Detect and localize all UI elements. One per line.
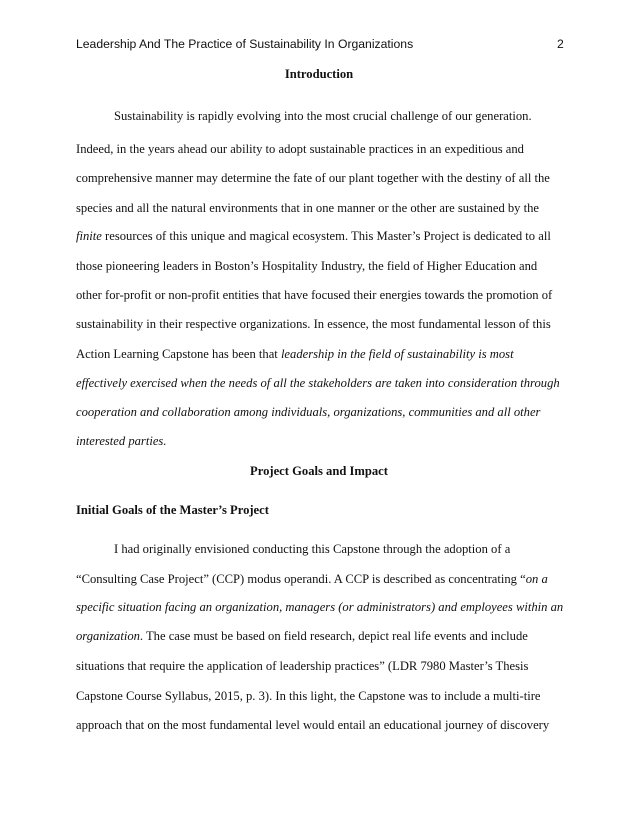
heading-project-goals: Project Goals and Impact (250, 464, 388, 478)
heading-introduction: Introduction (284, 67, 354, 81)
intro-line-9-regular: Action Learning Capstone has been that (76, 347, 281, 361)
intro-line-5 (76, 228, 551, 244)
intro-line-11: cooperation and collaboration among individuals, organizations, communities and all other (76, 405, 541, 419)
goals-line-5: situations that require the application of leadership practices” (LDR 7980 Master’s Thesis (76, 659, 529, 673)
intro-line-8: sustainability in their respective organizations. In essence, the most fundamental lesson of this (76, 317, 551, 331)
intro-line-10: effectively exercised when the needs of all the stakeholders are taken into consideration through (76, 376, 560, 390)
goals-line-4-rest: . The case must be based on field research, depict real life events and include (139, 629, 528, 643)
intro-line-6: those pioneering leaders in Boston’s Hospitality Industry, the field of Higher Education and (76, 259, 538, 273)
intro-line-5-rest: resources of this unique and magical ecosystem. This Master’s Project is dedicated to all (101, 229, 551, 243)
goals-line-3: specific situation facing an organization, managers (or administrators) and employees within an (76, 600, 564, 614)
intro-line-9 (76, 346, 514, 362)
goals-line-1: I had originally envisioned conducting this Capstone through the adoption of a (114, 542, 511, 556)
intro-line-4: species and all the natural environments that in one manner or the other are sustained by the (76, 201, 540, 215)
goals-line-4 (76, 628, 528, 644)
page-number: 2 (557, 37, 564, 51)
intro-line-7: other for-profit or non-profit entities that have focused their energies towards the promotion of (76, 288, 553, 302)
goals-line-6: Capstone Course Syllabus, 2015, p. 3). In this light, the Capstone was to include a multi-tire (76, 689, 541, 703)
heading-initial-goals: Initial Goals of the Master’s Project (76, 503, 269, 517)
italic-finite: finite (76, 229, 102, 243)
italic-organization: organization (76, 629, 140, 643)
goals-line-7: approach that on the most fundamental level would entail an educational journey of discovery (76, 718, 550, 732)
intro-line-1: Sustainability is rapidly evolving into the most crucial challenge of our generation. (114, 109, 532, 123)
intro-line-2: Indeed, in the years ahead our ability to adopt sustainable practices in an expeditious and (76, 142, 524, 156)
intro-line-9-italic: leadership in the field of sustainability is most (280, 347, 514, 361)
intro-line-3: comprehensive manner may determine the fate of our plant together with the destiny of all the (76, 171, 550, 185)
intro-line-12: interested parties. (76, 434, 167, 448)
goals-line-2 (76, 571, 548, 587)
goals-line-2-italic: on a (525, 572, 548, 586)
running-header: Leadership And The Practice of Sustainability In Organizations (76, 37, 414, 51)
goals-line-2-regular: “Consulting Case Project” (CCP) modus operandi. A CCP is described as concentrating “ (76, 572, 526, 586)
